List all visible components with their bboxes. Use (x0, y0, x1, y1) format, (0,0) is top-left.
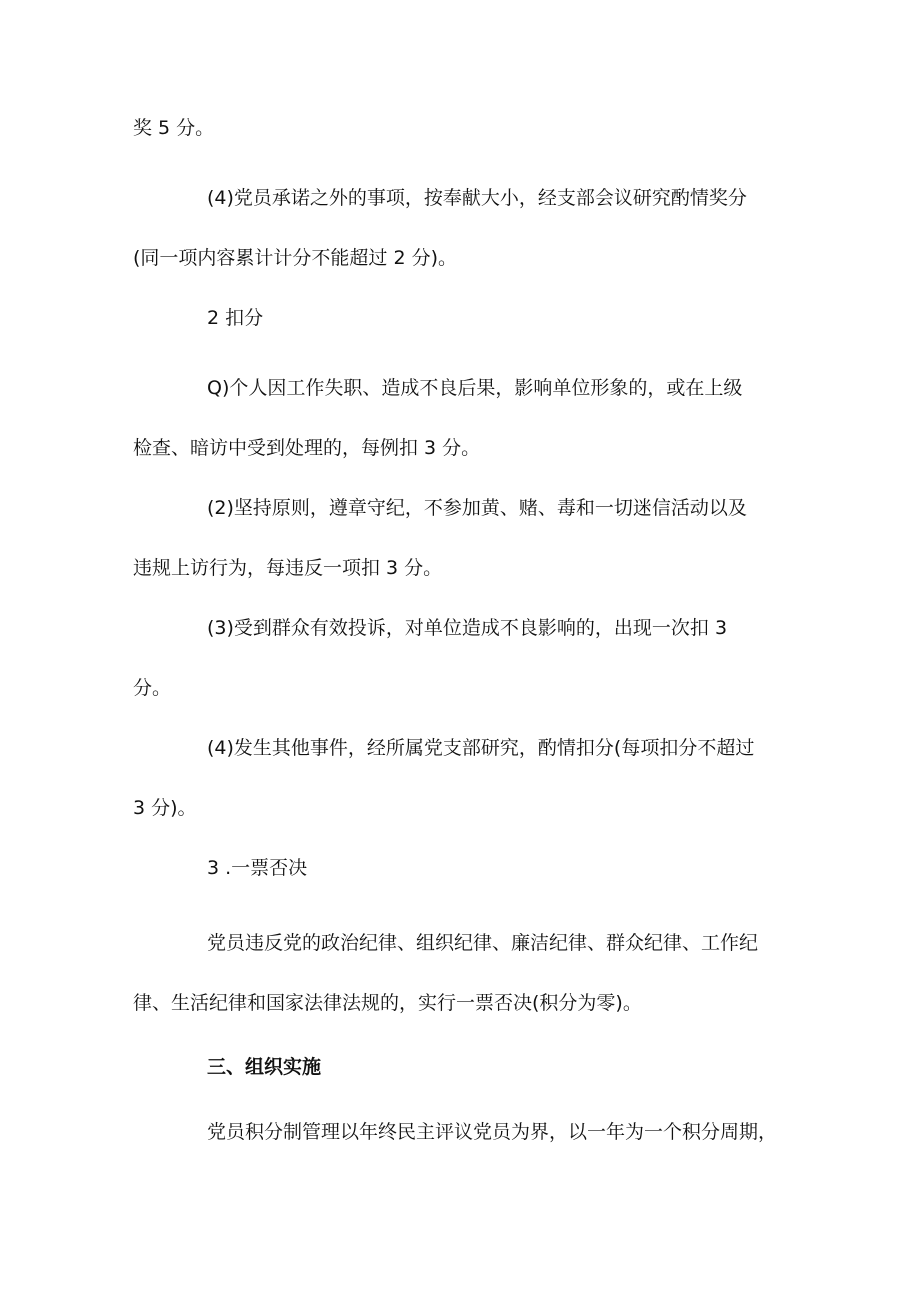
paragraph-veto-rule (133, 913, 813, 1033)
text-line: (3)受到群众有效投诉，对单位造成不良影响的，出现一次扣 3 (207, 617, 728, 639)
text-line: (4)党员承诺之外的事项，按奉献大小，经支部会议研究酌情奖分 (207, 187, 747, 209)
text-line: 党员违反党的政治纪律、组织纪律、廉洁纪律、群众纪律、工作纪 (207, 932, 759, 954)
text-line: (同一项内容累计计分不能超过 2 分)。 (133, 247, 457, 269)
section-heading-implementation (133, 1037, 813, 1097)
paragraph-implementation (133, 1102, 813, 1162)
paragraph-reward-5 (133, 98, 813, 158)
text-line: 律、生活纪律和国家法律法规的，实行一票否决(积分为零)。 (133, 992, 642, 1014)
text-line: 3 分)。 (133, 797, 197, 819)
text-line: Q)个人因工作失职、造成不良后果，影响单位形象的，或在上级 (207, 377, 743, 399)
text-line: (2)坚持原则，遵章守纪，不参加黄、赌、毒和一切迷信活动以及 (207, 497, 747, 519)
text-line: 党员积分制管理以年终民主评议党员为界，以一年为一个积分周期， (207, 1121, 778, 1143)
text-line: 2 扣分 (207, 307, 264, 329)
paragraph-reward-item-4 (133, 168, 813, 288)
paragraph-deduction-item-2 (133, 478, 813, 598)
text-line: 检查、暗访中受到处理的，每例扣 3 分。 (133, 437, 481, 459)
text-line: 违规上访行为，每违反一项扣 3 分。 (133, 557, 443, 579)
paragraph-deduction-item-4 (133, 718, 813, 838)
text-line: (4)发生其他事件，经所属党支部研究，酌情扣分(每项扣分不超过 (207, 737, 755, 759)
text-line: 分。 (133, 677, 172, 699)
section-heading-deduction (133, 288, 813, 348)
paragraph-deduction-item-3 (133, 598, 813, 718)
section-heading-veto (133, 838, 813, 898)
text-line: 奖 5 分。 (133, 117, 215, 139)
text-line: 三、组织实施 (207, 1056, 322, 1078)
text-line: 3 .一票否决 (207, 857, 308, 879)
paragraph-deduction-item-1 (133, 358, 813, 478)
